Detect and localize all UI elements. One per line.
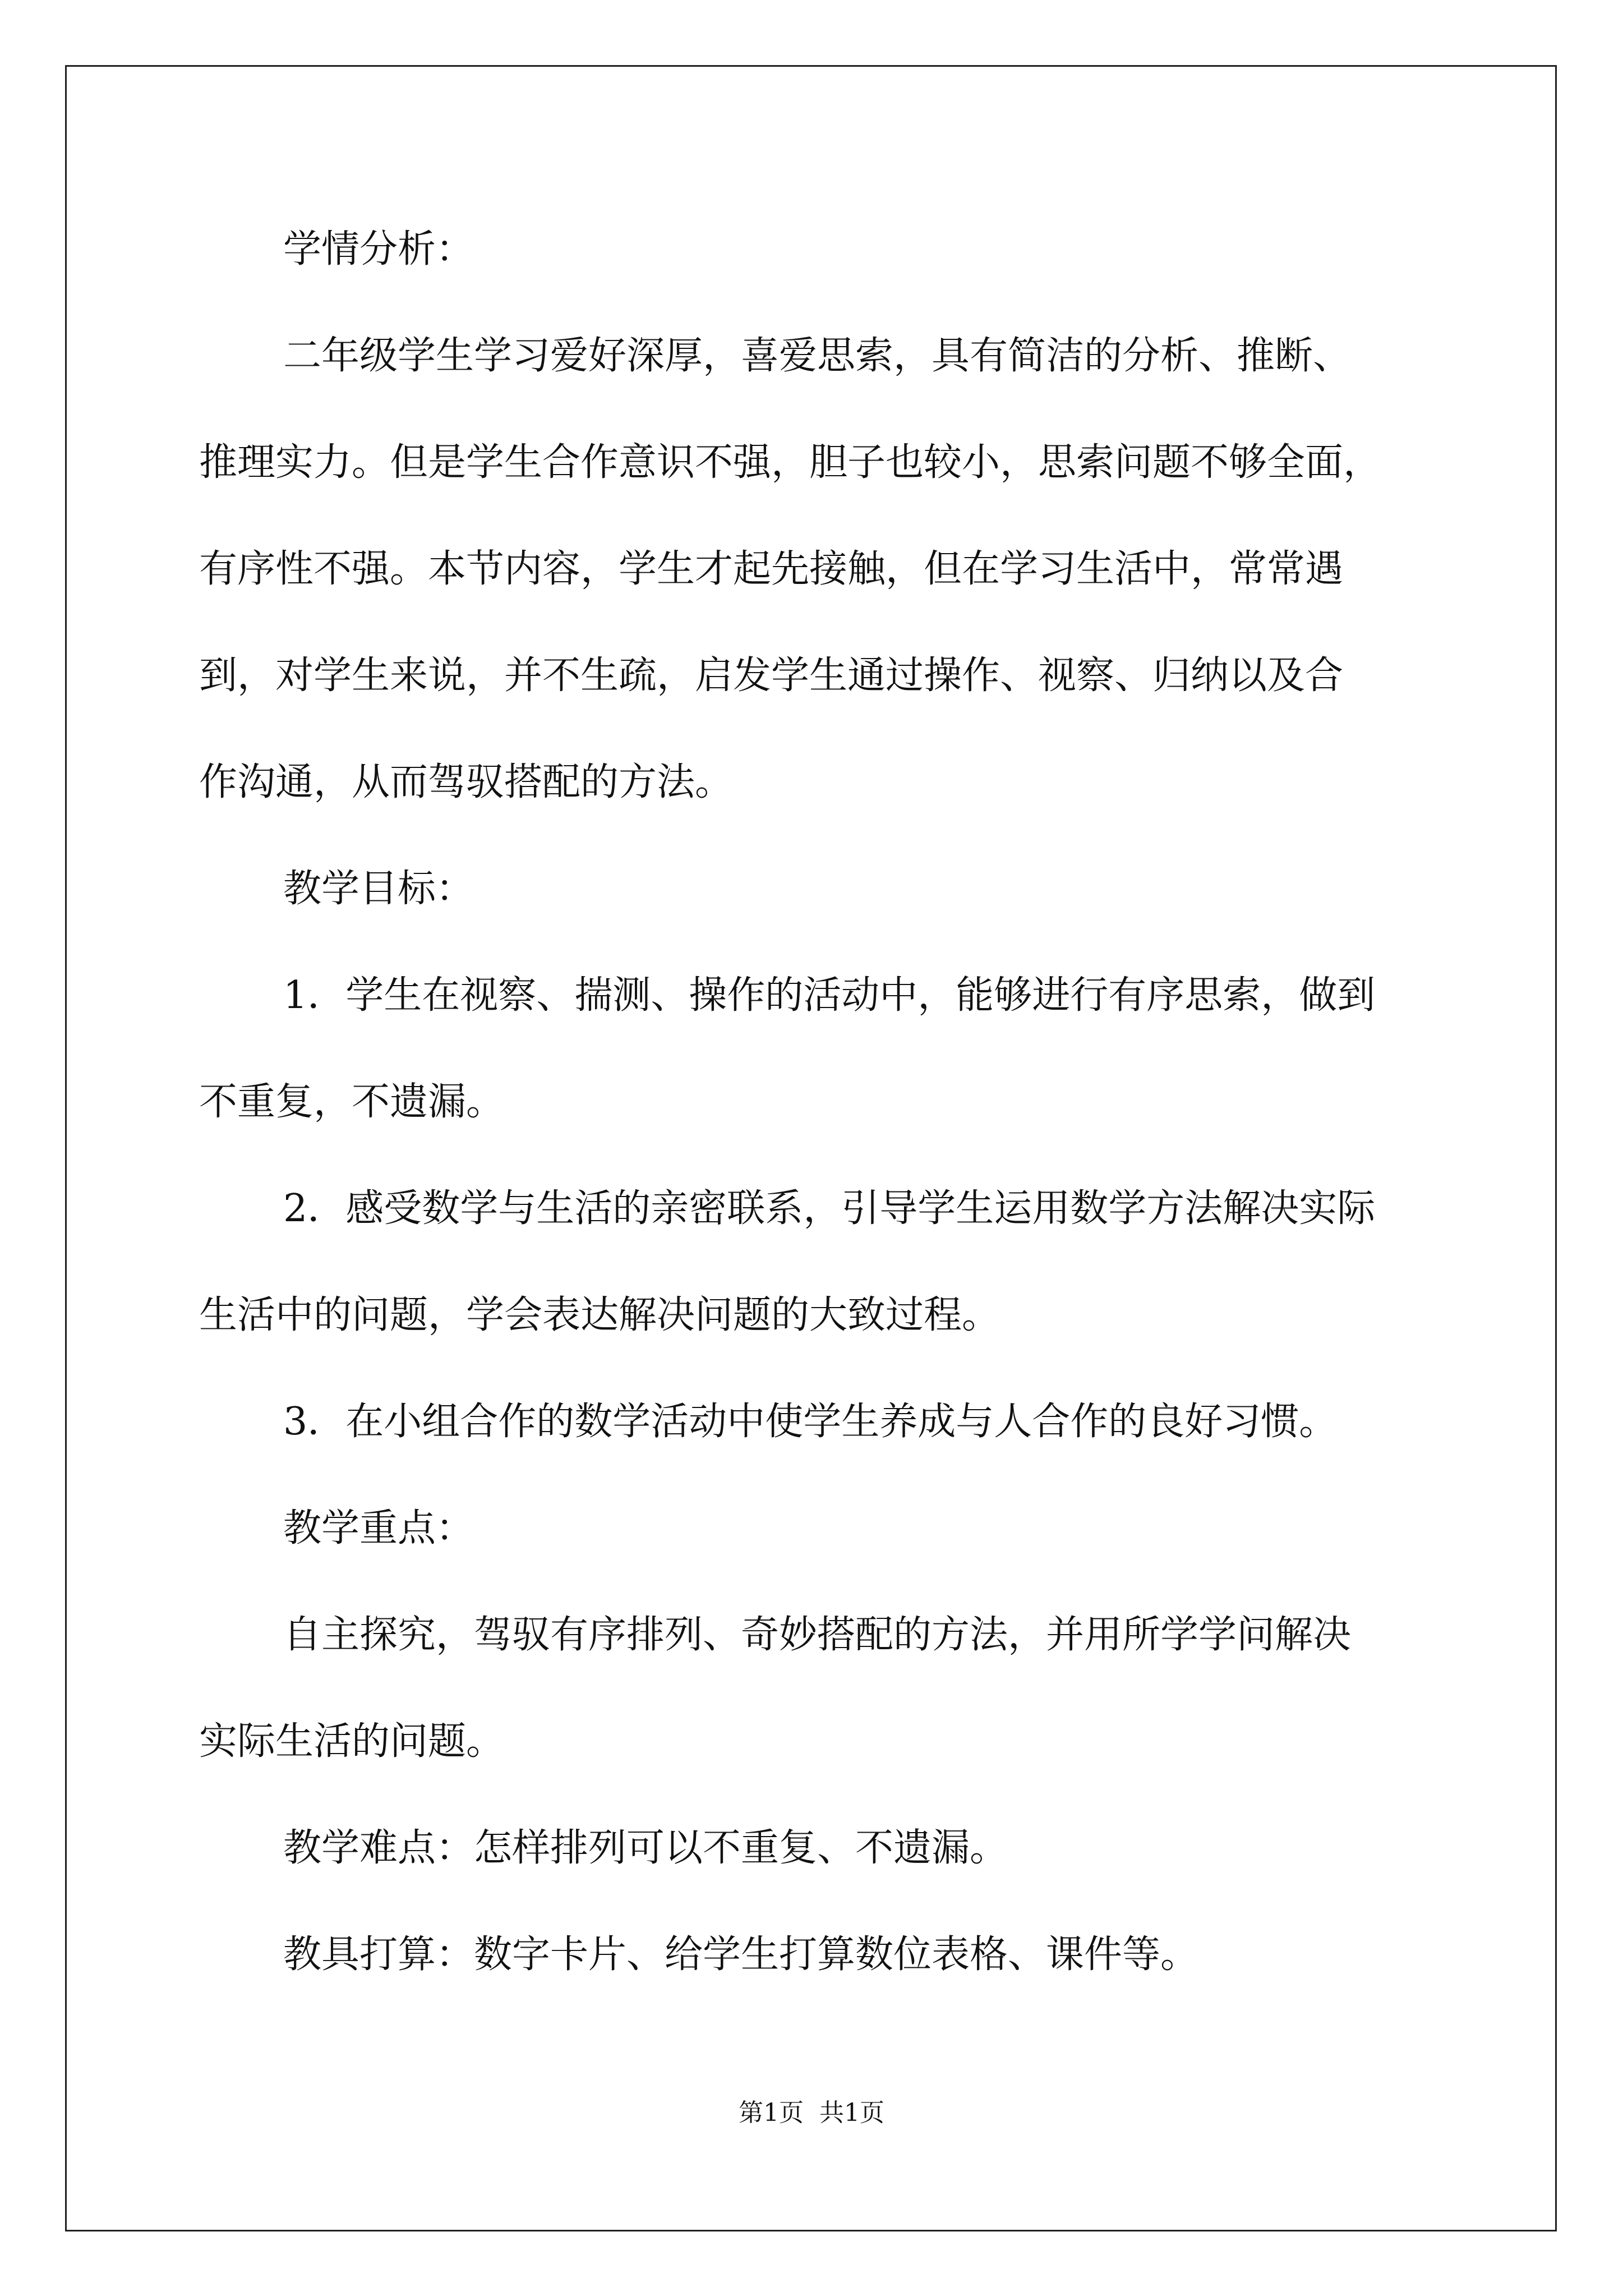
- paragraph-line: 2．感受数学与生活的亲密联系，引导学生运用数学方法解决实际: [283, 1186, 1376, 1231]
- paragraph-line: 教学难点：怎样排列可以不重复、不遗漏。: [283, 1826, 1008, 1870]
- paragraph-line: 到，对学生来说，并不生疏，启发学生通过操作、视察、归纳以及合: [199, 654, 1344, 698]
- page-number: 第1页: [739, 2099, 804, 2127]
- paragraph-line: 1．学生在视察、揣测、操作的活动中，能够进行有序思索，做到: [283, 973, 1376, 1018]
- page-footer: [0, 2092, 1623, 2128]
- paragraph-line: 有序性不强。本节内容，学生才起先接触，但在学习生活中，常常遇: [199, 547, 1344, 591]
- paragraph-line: 实际生活的问题。: [199, 1719, 505, 1764]
- paragraph-line: 推理实力。但是学生合作意识不强，胆子也较小，思索问题不够全面，: [199, 440, 1382, 485]
- paragraph-line: 作沟通，从而驾驭搭配的方法。: [199, 760, 734, 804]
- paragraph-line: 生活中的问题，学会表达解决问题的大致过程。: [199, 1293, 1000, 1337]
- paragraph-line: 不重复，不遗漏。: [199, 1080, 505, 1124]
- page-border: [65, 65, 1557, 2231]
- paragraph-line: 自主探究，驾驭有序排列、奇妙搭配的方法，并用所学学问解决: [283, 1613, 1352, 1657]
- paragraph-line: 学情分析：: [283, 227, 474, 272]
- section-heading: 教学目标：: [283, 867, 474, 911]
- paragraph-line: 3．在小组合作的数学活动中使学生养成与人合作的良好习惯。: [283, 1400, 1338, 1444]
- paragraph-line: 教具打算：数字卡片、给学生打算数位表格、课件等。: [283, 1932, 1199, 1977]
- section-heading: 教学重点：: [283, 1506, 474, 1550]
- paragraph-line: 二年级学生学习爱好深厚，喜爱思索，具有简洁的分析、推断、: [283, 334, 1352, 378]
- page-total: 共1页: [819, 2099, 884, 2127]
